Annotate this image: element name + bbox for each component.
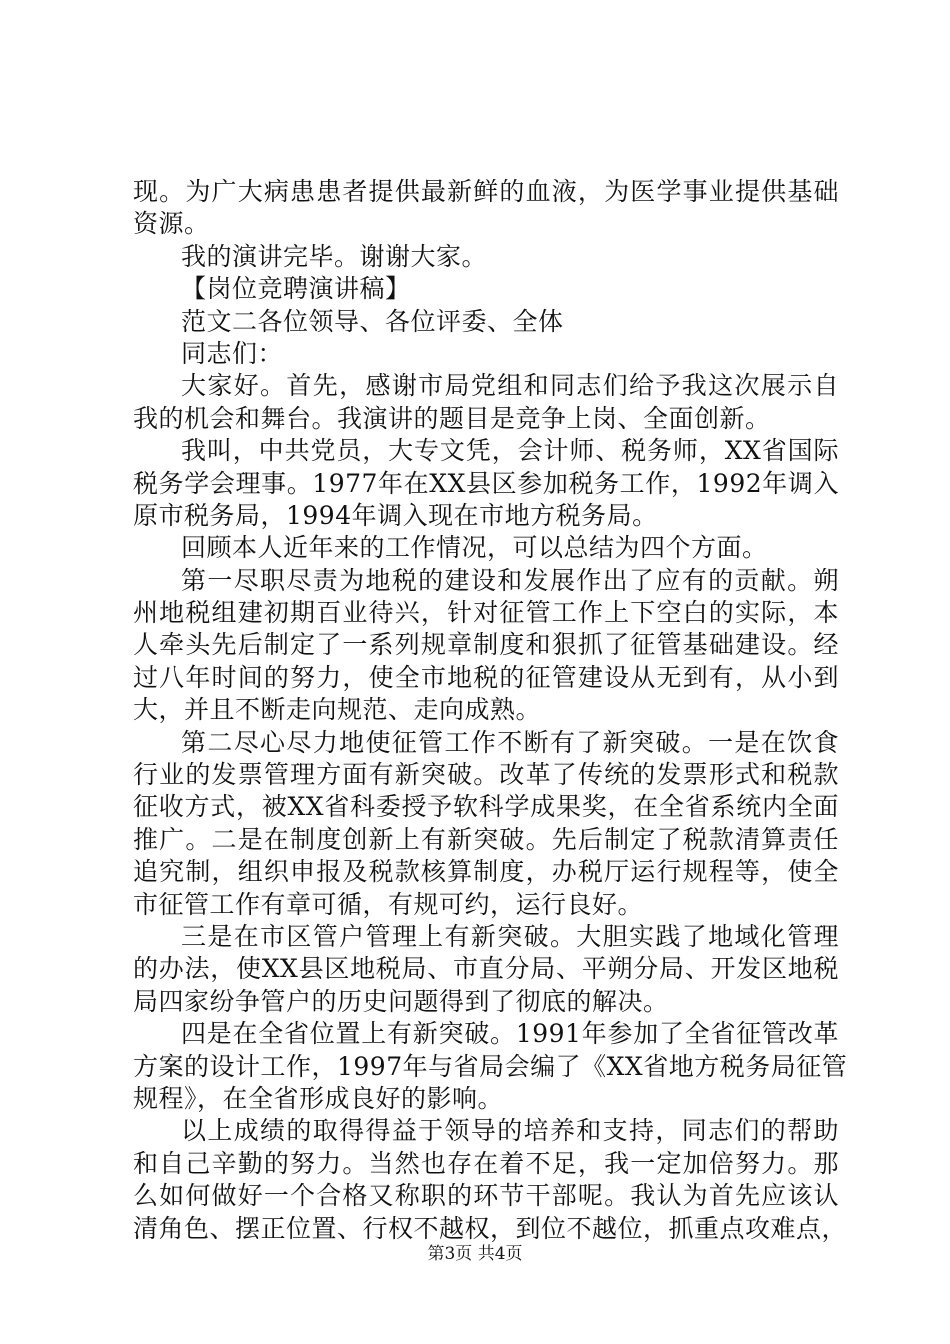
text-line: 【岗位竞聘演讲稿】 — [181, 274, 411, 304]
text-line: 大，并且不断走向规范、走向成熟。 — [133, 695, 542, 725]
text-line: 我叫，中共党员，大专文凭，会计师、税务师，XX省国际 — [181, 436, 839, 466]
text-line: 同志们： — [181, 338, 284, 368]
text-line: 的办法，使XX县区地税局、市直分局、平朔分局、开发区地税 — [133, 954, 839, 984]
text-line: 局四家纷争管户的历史问题得到了彻底的解决。 — [133, 986, 669, 1016]
text-line: 和自己辛勤的努力。当然也存在着不足，我一定加倍努力。那 — [133, 1148, 839, 1178]
text-line: 追究制，组织申报及税款核算制度，办税厅运行规程等，使全 — [133, 857, 839, 887]
text-line: 规程》，在全省形成良好的影响。 — [133, 1083, 504, 1113]
text-line: 过八年时间的努力，使全市地税的征管建设从无到有，从小到 — [133, 662, 839, 692]
text-line: 回顾本人近年来的工作情况，可以总结为四个方面。 — [181, 533, 768, 563]
text-line: 四是在全省位置上有新突破。1991年参加了全省征管改革 — [181, 1019, 839, 1049]
text-line: 范文二各位领导、各位评委、全体 — [181, 306, 564, 336]
text-line: 税务学会理事。1977年在XX县区参加税务工作，1992年调入 — [133, 468, 839, 498]
text-line: 清角色、摆正位置、行权不越权，到位不越位，抓重点攻难点， — [133, 1213, 848, 1243]
text-line: 第二尽心尽力地使征管工作不断有了新突破。一是在饮食 — [181, 727, 839, 757]
text-line: 方案的设计工作，1997年与省局会编了《XX省地方税务局征管 — [133, 1051, 848, 1081]
text-line: 我的演讲完毕。谢谢大家。 — [181, 241, 488, 271]
text-line: 推广。二是在制度创新上有新突破。先后制定了税款清算责任 — [133, 824, 839, 854]
text-line: 么如何做好一个合格又称职的环节干部呢。我认为首先应该认 — [133, 1181, 839, 1211]
text-line: 资源。 — [133, 209, 210, 239]
text-line: 市征管工作有章可循，有规可约，运行良好。 — [133, 889, 644, 919]
text-line: 人牵头先后制定了一系列规章制度和狠抓了征管基础建设。经 — [133, 630, 839, 660]
text-line: 三是在市区管户管理上有新突破。大胆实践了地域化管理 — [181, 921, 839, 951]
text-line: 州地税组建初期百业待兴，针对征管工作上下空白的实际，本 — [133, 598, 839, 628]
page-footer: 第3页 共4页 — [427, 1244, 523, 1264]
text-line: 我的机会和舞台。我演讲的题目是竞争上岗、全面创新。 — [133, 403, 771, 433]
text-line: 第一尽职尽责为地税的建设和发展作出了应有的贡献。朔 — [181, 565, 839, 595]
text-line: 现。为广大病患患者提供最新鲜的血液，为医学事业提供基础 — [133, 177, 839, 206]
text-line: 征收方式，被XX省科委授予软科学成果奖，在全省系统内全面 — [133, 792, 839, 822]
text-line: 大家好。首先，感谢市局党组和同志们给予我这次展示自 — [181, 371, 839, 401]
text-line: 以上成绩的取得得益于领导的培养和支持，同志们的帮助 — [181, 1116, 839, 1146]
text-line: 行业的发票管理方面有新突破。改革了传统的发票形式和税款 — [133, 760, 839, 790]
document-body — [133, 176, 848, 1245]
text-line: 原市税务局，1994年调入现在市地方税务局。 — [133, 500, 658, 530]
